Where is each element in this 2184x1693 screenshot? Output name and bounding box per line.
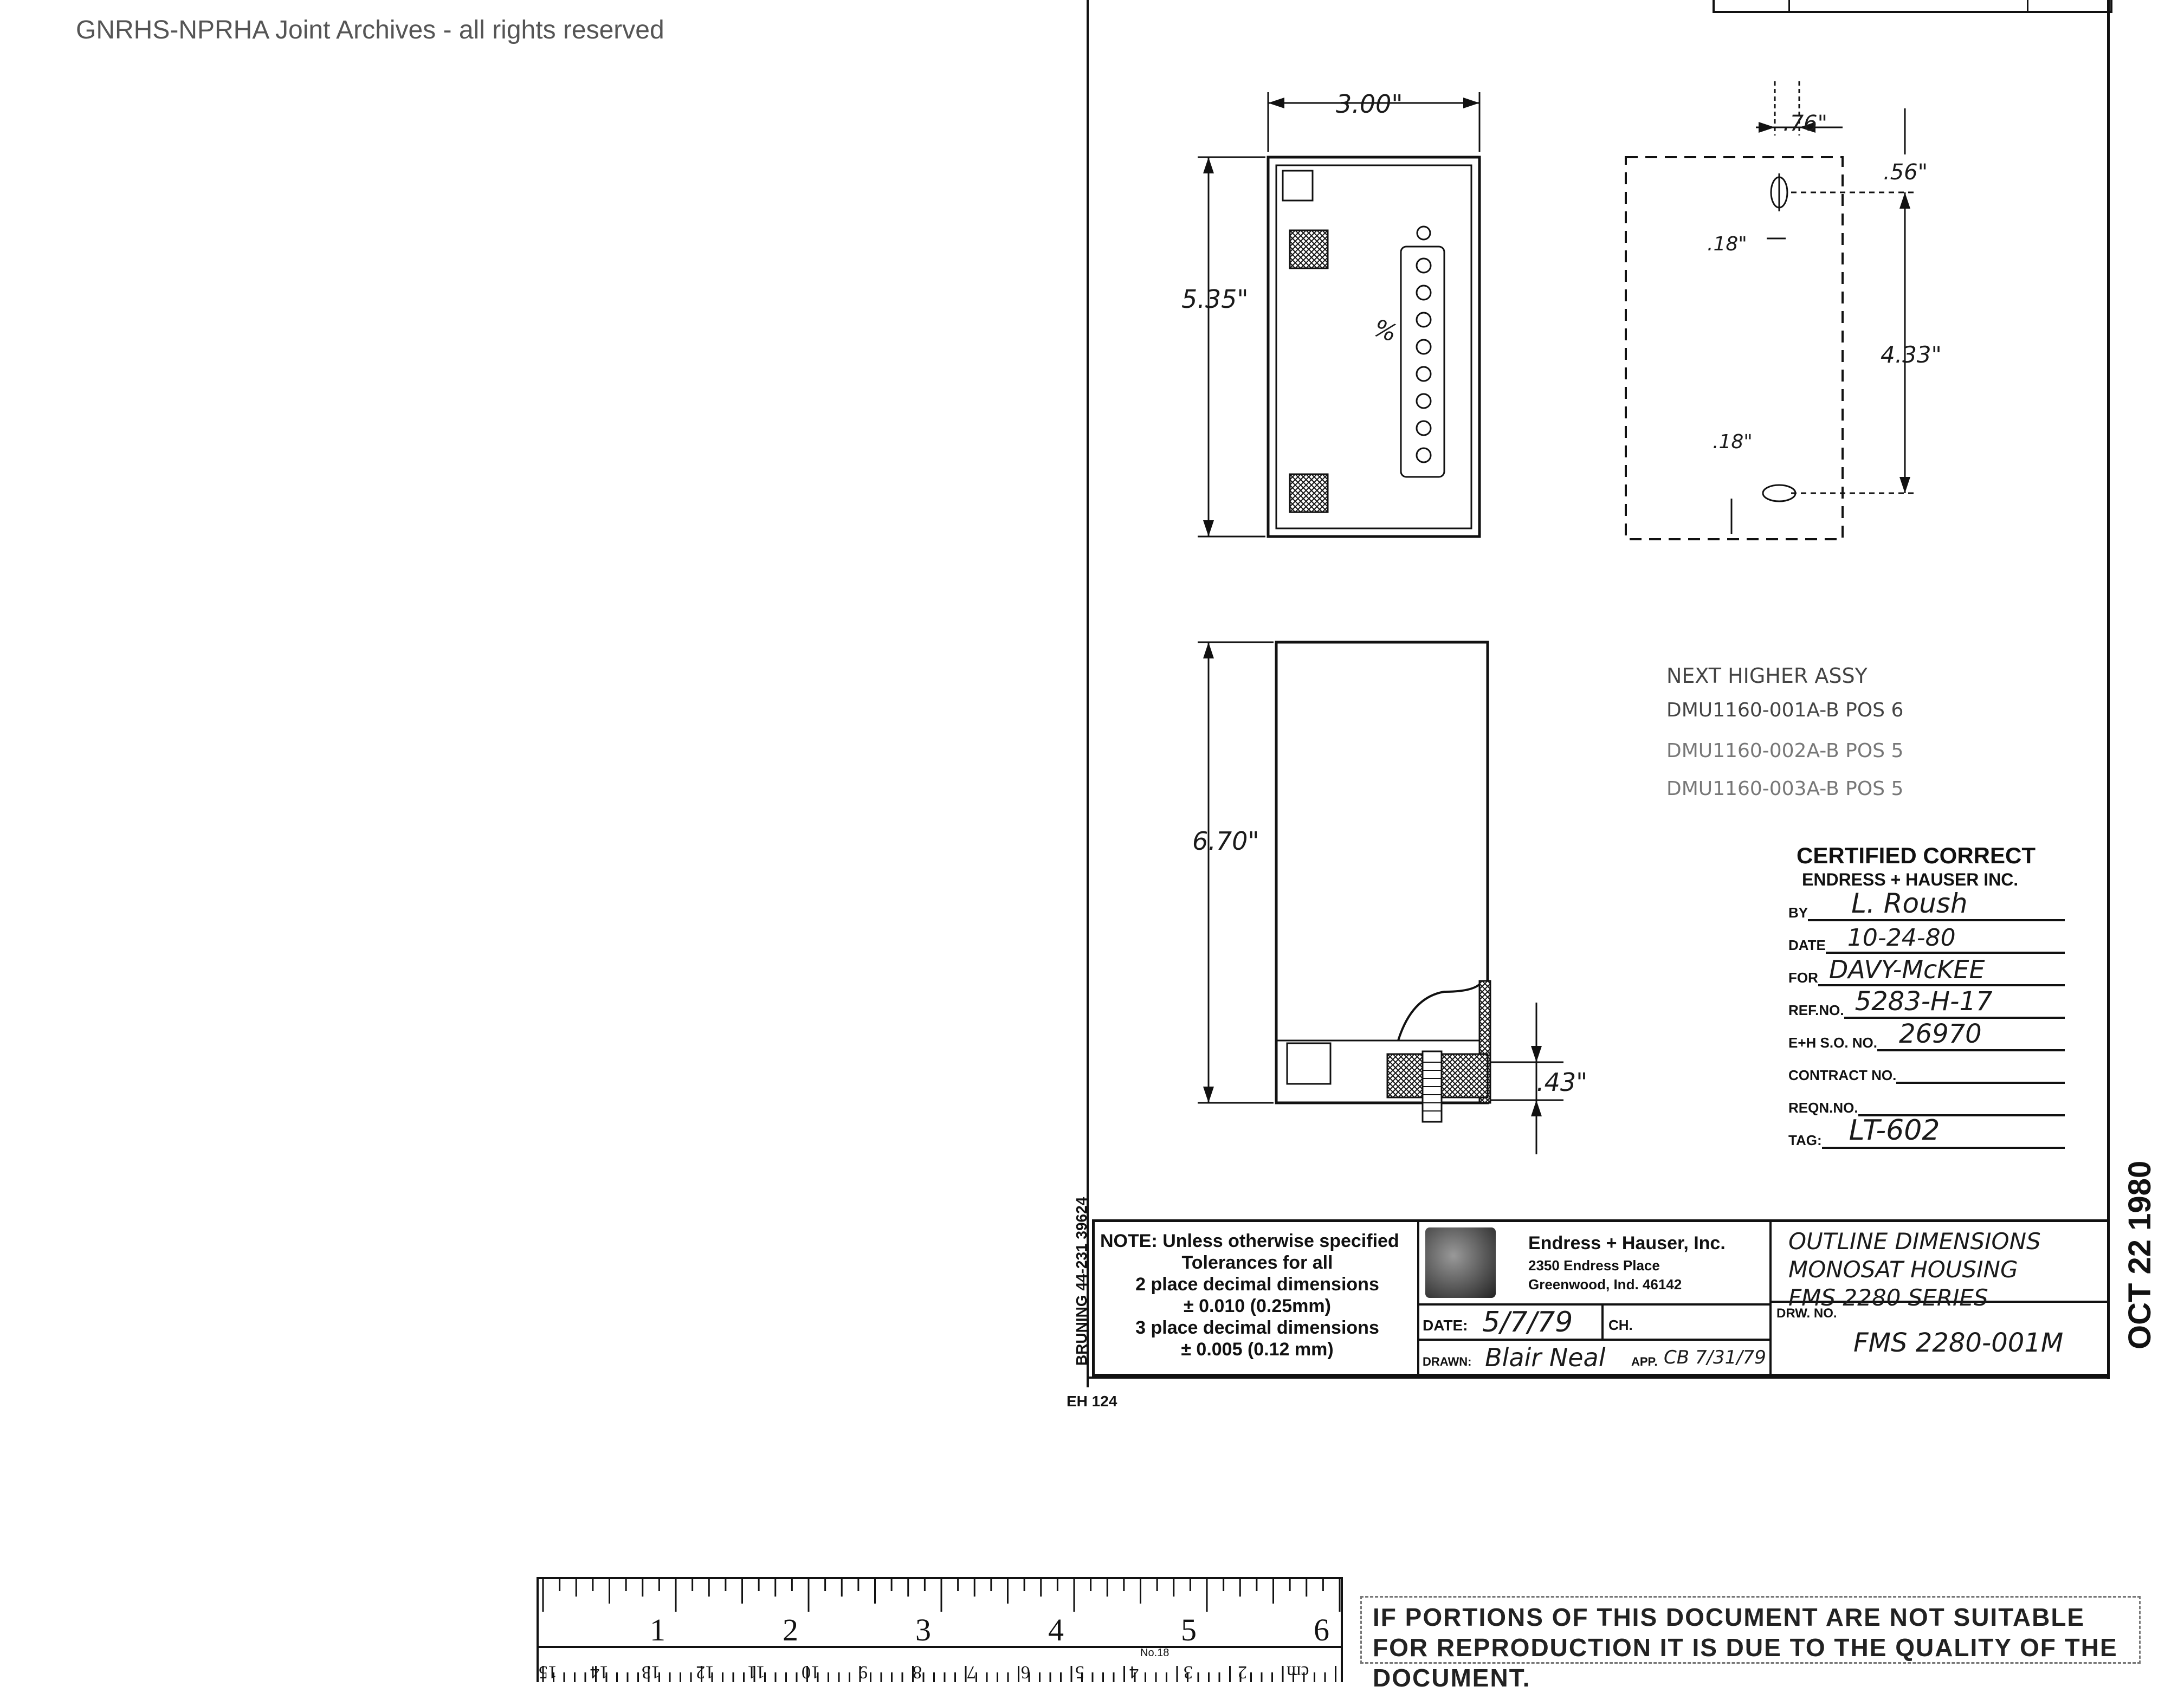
ruler-cm-number: 10 (802, 1662, 820, 1682)
ruler-cm-number: 9 (858, 1662, 868, 1682)
next-higher-assy-line: DMU1160-003A-B POS 5 (1666, 778, 1904, 800)
certified-fields (1788, 889, 2065, 1149)
dim-spacing: 4.33" (1881, 341, 1942, 368)
sheet-bottom-border (1087, 1377, 2110, 1379)
ruler-cm-number: 14 (590, 1662, 609, 1682)
cert-field-contract (1788, 1051, 2065, 1084)
ruler-number: 1 (650, 1612, 665, 1647)
cert-value: 5283-H-17 (1844, 986, 2065, 1019)
cert-field-by (1788, 889, 2065, 921)
ruler-inch-labels (539, 1612, 1341, 1647)
ruler-number: 6 (1314, 1612, 1329, 1647)
ruler-cm-number: 13 (642, 1662, 660, 1682)
hatched-pad (1290, 230, 1328, 268)
ruler-number: 2 (783, 1612, 798, 1647)
title-line: FMS 2280 SERIES (1788, 1284, 1988, 1311)
title-block-divider (1769, 1219, 1772, 1377)
cert-field-ref (1788, 986, 2065, 1019)
ruler-number: 3 (915, 1612, 931, 1647)
drawn-label: DRAWN: (1423, 1355, 1472, 1368)
ruler-cm-number: 7 (967, 1662, 976, 1682)
cert-value: LT-602 (1822, 1114, 2065, 1149)
ruler-cm-number: 3 (1184, 1662, 1193, 1682)
company-name: Endress + Hauser, Inc. (1528, 1233, 1726, 1253)
mount-slot (1763, 485, 1795, 501)
next-higher-assy-title: NEXT HIGHER ASSY (1666, 664, 1868, 688)
ruler-cm-number: 11 (747, 1662, 765, 1682)
cert-field-so (1788, 1019, 2065, 1051)
title-block-divider (1601, 1303, 1604, 1339)
ruler-cm-number: cm (1287, 1662, 1309, 1682)
ruler-cm-number: 5 (1075, 1662, 1084, 1682)
terminal (1417, 340, 1431, 354)
dim-height: 5.35" (1181, 285, 1249, 314)
cert-value: L. Roush (1808, 888, 2065, 921)
dim-hole: .56" (1883, 160, 1928, 185)
date-label: DATE: (1423, 1317, 1468, 1334)
terminal-strip (1401, 247, 1444, 477)
cert-label: TAG: (1788, 1132, 1822, 1148)
corner-square (1283, 171, 1313, 201)
dim-width: 3.00" (1336, 89, 1403, 119)
next-higher-assy-line: DMU1160-002A-B POS 5 (1666, 740, 1904, 762)
cert-label: DATE (1788, 937, 1826, 953)
title-line: MONOSAT HOUSING (1788, 1256, 2018, 1283)
side-view-outline (1626, 157, 1843, 539)
ruler-cm-number: 12 (696, 1662, 714, 1682)
percent-mark: % (1369, 314, 1401, 348)
cert-label: REQN.NO. (1788, 1100, 1858, 1116)
terminal (1417, 259, 1431, 273)
title-block-divider (1417, 1339, 1769, 1341)
company-logo (1425, 1227, 1496, 1298)
measuring-ruler (537, 1577, 1343, 1682)
company-address: 2350 Endress Place (1528, 1257, 1660, 1274)
bruning-code: BRUNING 44-231 39624 (1073, 1197, 1090, 1366)
terminal (1417, 313, 1431, 327)
drawn-value: Blair Neal (1485, 1343, 1606, 1372)
terminal (1417, 367, 1431, 381)
drw-no-value: FMS 2280-001M (1853, 1328, 2064, 1358)
cert-field-reqn (1788, 1084, 2065, 1116)
ruler-number: 5 (1181, 1612, 1197, 1647)
certified-title: CERTIFIED CORRECT (1797, 843, 2036, 868)
received-date-stamp: OCT 22 1980 (2122, 1160, 2157, 1349)
terminal (1417, 394, 1431, 408)
ruler-cm-number: 15 (539, 1662, 557, 1682)
note-line: ± 0.010 (0.25mm) (1184, 1296, 1331, 1316)
cert-value (1896, 1060, 2065, 1084)
dim-top: .76" (1783, 111, 1828, 136)
cert-value (1858, 1093, 2065, 1116)
terminal (1417, 227, 1430, 240)
ruler-cm-number: 4 (1129, 1662, 1139, 1682)
note-line: 3 place decimal dimensions (1135, 1317, 1379, 1338)
quality-notice: IF PORTIONS OF THIS DOCUMENT ARE NOT SUITABLE FOR REPRODUCTION IT IS DUE TO THE QUALITY OF THE DOCUMENT. (1360, 1596, 2141, 1664)
dim-slot-lower: .18" (1713, 431, 1753, 453)
cert-value: 10-24-80 (1826, 924, 2065, 954)
drawing-title (1788, 1227, 2041, 1312)
cert-label: REF.NO. (1788, 1002, 1844, 1018)
date-value: 5/7/79 (1482, 1306, 1573, 1339)
app-label: APP. (1631, 1355, 1658, 1368)
note-line: 2 place decimal dimensions (1135, 1274, 1379, 1295)
certified-company: ENDRESS + HAUSER INC. (1802, 870, 2019, 889)
bottom-view-outline (1276, 642, 1488, 1103)
cert-field-for (1788, 954, 2065, 986)
company-city: Greenwood, Ind. 46142 (1528, 1276, 1682, 1293)
ruler-cm-number: 2 (1238, 1662, 1247, 1682)
terminal (1417, 421, 1431, 435)
connector-window (1287, 1043, 1330, 1084)
drw-no-label: DRW. NO. (1776, 1306, 1837, 1321)
note-line: NOTE: Unless otherwise specified (1100, 1231, 1399, 1251)
dim-bottom-height: 6.70" (1192, 826, 1259, 856)
cert-label: BY (1788, 904, 1808, 921)
cert-field-date (1788, 921, 2065, 954)
eh-code: EH 124 (1067, 1393, 1117, 1410)
ruler-number: 4 (1048, 1612, 1064, 1647)
archive-header: GNRHS-NPRHA Joint Archives - all rights reserved (76, 16, 664, 44)
terminal (1417, 286, 1431, 300)
cert-value: DAVY-McKEE (1818, 955, 2065, 986)
cert-label: FOR (1788, 970, 1818, 986)
title-block-divider (1417, 1219, 1419, 1377)
terminal (1417, 448, 1431, 462)
ruler-cm-number: 6 (1021, 1662, 1030, 1682)
title-line: OUTLINE DIMENSIONS (1788, 1228, 2041, 1255)
dim-mount: .43" (1536, 1068, 1588, 1097)
note-line: ± 0.005 (0.12 mm) (1181, 1339, 1334, 1360)
dim-slot: .18" (1707, 233, 1747, 255)
cert-label: CONTRACT NO. (1788, 1067, 1897, 1083)
app-value: CB 7/31/79 (1664, 1347, 1766, 1368)
cert-field-tag (1788, 1116, 2065, 1149)
title-block-divider (1417, 1303, 1769, 1306)
cert-label: E+H S.O. NO. (1788, 1035, 1877, 1051)
hatched-pad (1290, 474, 1328, 512)
cert-value: 26970 (1877, 1019, 2065, 1051)
ruler-cm-number: 8 (913, 1662, 922, 1682)
ch-label: CH. (1608, 1317, 1633, 1333)
ruler-cm-labels (539, 1660, 1341, 1682)
next-higher-assy-line: DMU1160-001A-B POS 6 (1666, 699, 1904, 721)
ruler-model: No.18 (1140, 1647, 1169, 1659)
tolerance-note (1100, 1230, 1414, 1360)
note-line: Tolerances for all (1181, 1252, 1333, 1273)
